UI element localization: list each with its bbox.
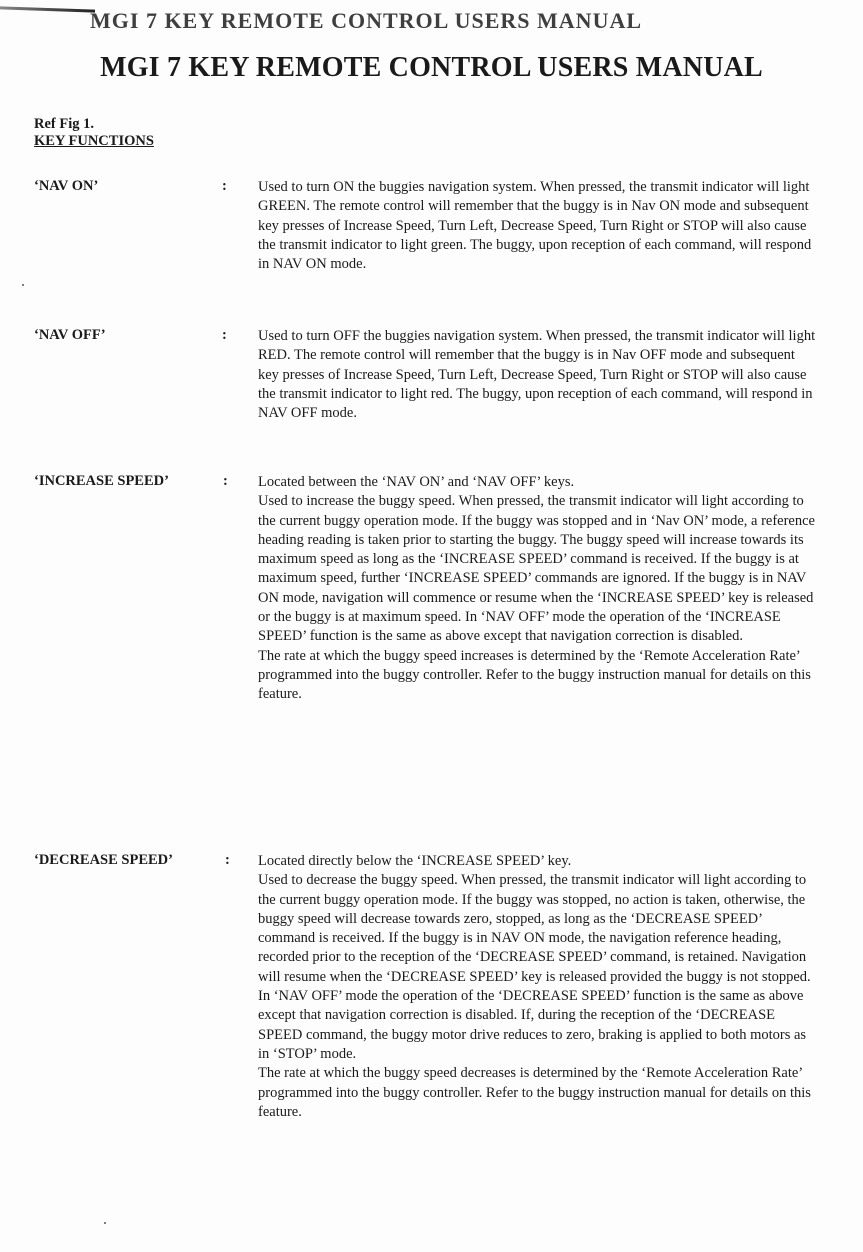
key-term: ‘NAV OFF’	[34, 327, 106, 343]
description-paragraph: The rate at which the buggy speed increases is determined by the ‘Remote Acceleration Rate’ programmed into the buggy controller. Refer to the buggy instruction manual for details on this feature.	[258, 647, 811, 703]
term-colon: :	[222, 178, 227, 194]
description-paragraph: Used to turn ON the buggies navigation system. When pressed, the transmit indicator will light GREEN. The remote control will remember that the buggy is in Nav ON mode and subsequent key presses of Increase Speed, Turn Left, Decrease Speed, Turn Right or STOP will also cause the transmit indicator to light green. The buggy, upon reception of each command, will respond in NAV ON mode.	[258, 179, 812, 273]
scan-speck	[104, 1222, 106, 1224]
description-paragraph: Located between the ‘NAV ON’ and ‘NAV OFF’ keys.	[258, 474, 575, 490]
section-heading: KEY FUNCTIONS	[34, 133, 154, 149]
figure-reference: Ref Fig 1.	[34, 116, 94, 132]
key-description	[258, 473, 818, 705]
key-term: ‘INCREASE SPEED’	[34, 473, 169, 489]
key-description	[258, 852, 818, 1122]
key-description	[258, 327, 818, 423]
term-colon: :	[222, 327, 227, 343]
description-paragraph: Used to increase the buggy speed. When pressed, the transmit indicator will light according to the current buggy operation mode. If the buggy was stopped and in ‘Nav ON’ mode, a reference heading reading is taken prior to starting the buggy. The buggy speed will increase towards its maximum speed as long as the ‘INCREASE SPEED’ command is received. If the buggy is at maximum speed, further ‘INCREASE SPEED’ commands are ignored. If the buggy is in NAV ON mode, navigation will commence or resume when the ‘INCREASE SPEED’ key is released or the buggy is at maximum speed. In ‘NAV OFF’ mode the operation of the ‘INCREASE SPEED’ function is the same as above except that navigation correction is disabled.	[258, 493, 815, 645]
term-colon: :	[223, 473, 228, 489]
scan-artifact-rule	[0, 6, 95, 12]
key-term: ‘DECREASE SPEED’	[34, 852, 173, 868]
key-term: ‘NAV ON’	[34, 178, 99, 194]
description-paragraph: Located directly below the ‘INCREASE SPEED’ key.	[258, 853, 572, 869]
scan-speck	[22, 284, 24, 286]
description-paragraph: The rate at which the buggy speed decreases is determined by the ‘Remote Acceleration Rate’ programmed into the buggy controller. Refer to the buggy instruction manual for details on this feature.	[258, 1065, 811, 1120]
page-title: MGI 7 KEY REMOTE CONTROL USERS MANUAL	[100, 52, 763, 83]
term-colon: :	[225, 852, 230, 868]
description-paragraph: Used to turn OFF the buggies navigation system. When pressed, the transmit indicator will light RED. The remote control will remember that the buggy is in Nav OFF mode and subsequent key presses of Increase Speed, Turn Left, Decrease Speed, Turn Right or STOP will also cause the transmit indicator to light red. The buggy, upon reception of each command, will respond in NAV OFF mode.	[258, 328, 816, 422]
cut-off-running-header: MGI 7 KEY REMOTE CONTROL USERS MANUAL	[90, 8, 643, 33]
key-description	[258, 178, 818, 274]
description-paragraph: Used to decrease the buggy speed. When pressed, the transmit indicator will light according to the current buggy operation mode. If the buggy was stopped, no action is taken, otherwise, the buggy speed will decrease towards zero, stopped, as long as the ‘DECREASE SPEED’ command is received. If the buggy is in NAV ON mode, the navigation reference heading, recorded prior to the reception of the ‘DECREASE SPEED’ command, is retained. Navigation will resume when the ‘DECREASE SPEED’ key is released provided the buggy is not stopped. In ‘NAV OFF’ mode the operation of the ‘DECREASE SPEED’ function is the same as above except that navigation correction is disabled. If, during the reception of the ‘DECREASE SPEED command, the buggy motor drive reduces to zero, braking is applied to both motors as in ‘STOP’ mode.	[258, 872, 811, 1062]
